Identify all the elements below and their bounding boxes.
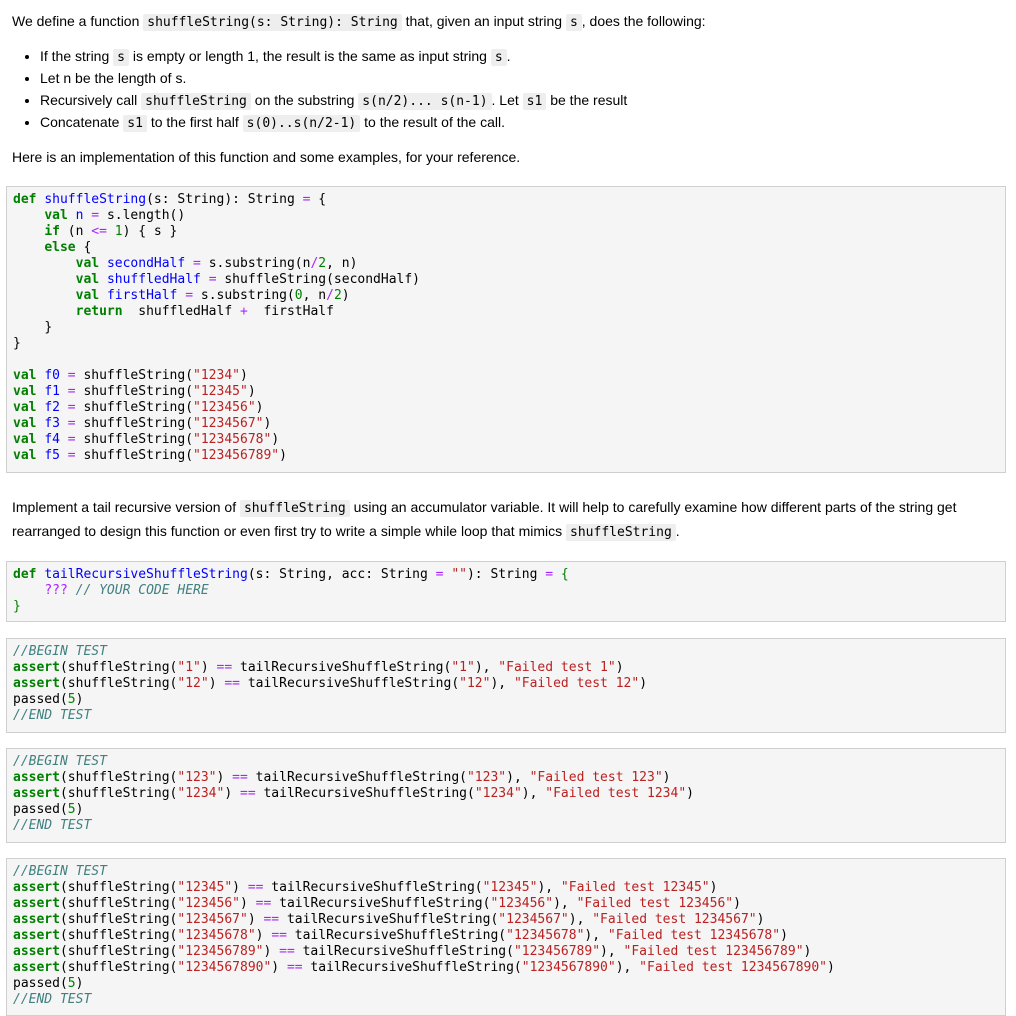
code-cell-test-3[interactable] [6, 858, 1006, 1016]
code-editor[interactable]: def tailRecursiveShuffleString(s: String, acc: String = ""): String = { ??? // YOUR CODE HERE } [13, 567, 569, 614]
code-editor[interactable]: //BEGIN TEST assert(shuffleString("123") == tailRecursiveShuffleString("123"), "Failed test 123") assert(shuffleString("1234") == tailRecursiveShuffleString("1234"), "Failed test 1234") passed(5) //END TEST [13, 754, 694, 833]
intro-text: , does the following: [581, 13, 706, 29]
inline-code: s1 [523, 93, 547, 110]
code-cell-test-2[interactable] [6, 748, 1006, 843]
code-editor[interactable]: def shuffleString(s: String): String = { val n = s.length() if (n <= 1) { s } else { val secondHalf = s.substring(n/2, n) val shuffledHalf = shuffleString(secondHalf) val firstHalf = s.substring(0, n/2) return shuffledHalf + firstHalf } } val f0 = shuffleString("1234") val f1 = shuffleString("12345") val f2 = shuffleString("123456") val f3 = shuffleString("1234567") val f4 = shuffleString("12345678") val f5 = shuffleString("123456789") [13, 192, 421, 463]
reference-paragraph: Here is an implementation of this function and some examples, for your reference. [12, 149, 521, 165]
inline-code: s [113, 49, 129, 66]
code-editor[interactable]: //BEGIN TEST assert(shuffleString("12345") == tailRecursiveShuffleString("12345"), "Failed test 12345") assert(shuffleString("123456") == tailRecursiveShuffleString("123456"), "Failed test 123456") assert(shuffleString("1234567") == tailRecursiveShuffleString("1234567"), "Failed test 1234567") assert(shuffleString("12345678") == tailRecursiveShuffleString("12345678"), "Failed test 12345678") assert(shuffleString("123456789") == tailRecursiveShuffleString("123456789"), "Failed test 123456789") assert(shuffleString("1234567890") == tailRecursiveShuffleString("1234567890"), "Failed test 1234567890") passed(5) //END TEST [13, 864, 835, 1007]
inline-code: s(0)..s(n/2-1) [243, 115, 361, 132]
inline-code: shuffleString [240, 500, 350, 517]
inline-code: s1 [123, 115, 147, 132]
inline-code: s [491, 49, 507, 66]
intro-paragraph [12, 10, 706, 34]
code-cell-implementation[interactable] [6, 186, 1006, 473]
list-item: • If the string s is empty or length 1, the result is the same as input string s . [40, 45, 627, 67]
list-item: • Let n be the length of s. [40, 67, 627, 89]
inline-code: s [566, 14, 582, 31]
task-paragraph: Implement a tail recursive version of shuffleString using an accumulator variable. It will help to carefully examine how different parts of the string get rearranged to design this function or even first try to write a simple while loop that mimics shuffleString . [12, 499, 957, 540]
inline-code: shuffleString(s: String): String [143, 14, 401, 31]
list-item: • Concatenate s1 to the first half s(0)..s(n/2-1) to the result of the call. [40, 111, 627, 133]
intro-text: We define a function [12, 13, 144, 29]
inline-code: s(n/2)... s(n-1) [358, 93, 491, 110]
definition-list [12, 45, 627, 133]
code-cell-test-1[interactable] [6, 638, 1006, 733]
code-editor[interactable]: //BEGIN TEST assert(shuffleString("1") == tailRecursiveShuffleString("1"), "Failed test 1") assert(shuffleString("12") == tailRecursiveShuffleString("12"), "Failed test 12") passed(5) //END TEST [13, 644, 648, 723]
list-item: • Recursively call shuffleString on the substring s(n/2)... s(n-1) . Let s1 be the result [40, 89, 627, 111]
inline-code: shuffleString [141, 93, 251, 110]
inline-code: shuffleString [566, 524, 676, 541]
intro-text: that, given an input string [401, 13, 566, 29]
code-cell-solution[interactable] [6, 561, 1006, 622]
